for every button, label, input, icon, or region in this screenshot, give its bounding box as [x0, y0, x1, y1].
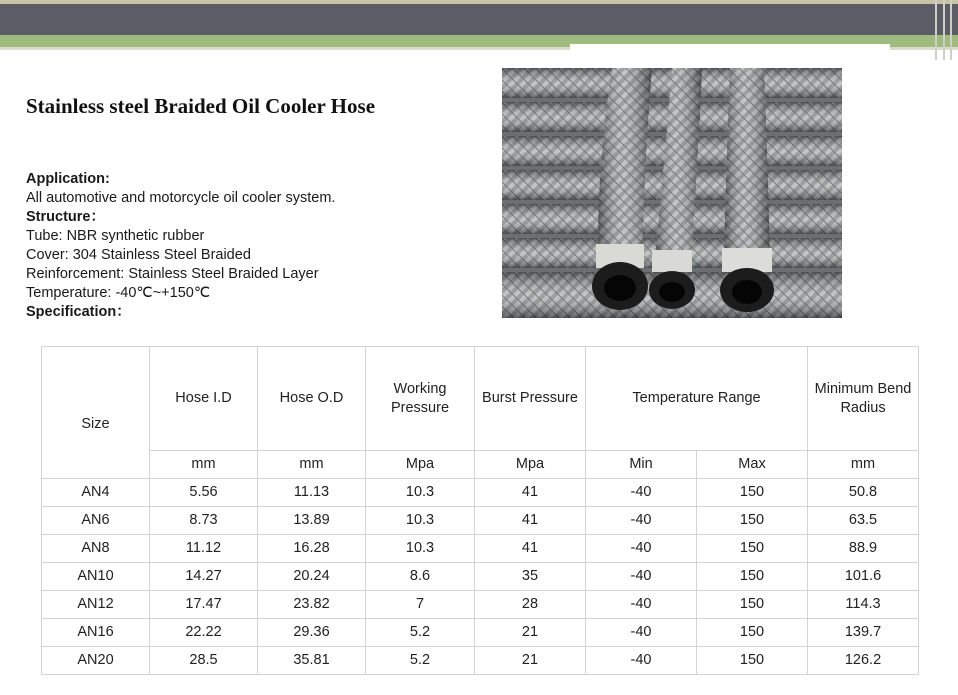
- table-cell: 11.13: [258, 479, 366, 507]
- table-cell: 29.36: [258, 619, 366, 647]
- table-cell: AN4: [42, 479, 150, 507]
- table-cell: 22.22: [150, 619, 258, 647]
- table-cell: 126.2: [808, 647, 919, 675]
- table-cell: 8.73: [150, 507, 258, 535]
- table-cell: -40: [586, 619, 697, 647]
- table-row: [42, 507, 919, 535]
- unit-hose-od: mm: [258, 451, 366, 479]
- table-cell: 14.27: [150, 563, 258, 591]
- table-cell: 10.3: [366, 507, 475, 535]
- reinforcement-text: Reinforcement: Stainless Steel Braided Layer: [26, 266, 319, 282]
- table-cell: AN20: [42, 647, 150, 675]
- product-description: [26, 170, 335, 322]
- table-cell: 21: [475, 647, 586, 675]
- table-cell: 41: [475, 535, 586, 563]
- header-edge-line: [943, 0, 945, 60]
- table-cell: AN16: [42, 619, 150, 647]
- header-size: Size: [42, 347, 150, 479]
- table-cell: 150: [697, 591, 808, 619]
- header-min-bend-radius: Minimum Bend Radius: [808, 347, 919, 451]
- table-cell: 16.28: [258, 535, 366, 563]
- table-cell: 10.3: [366, 479, 475, 507]
- unit-burst-pressure: Mpa: [475, 451, 586, 479]
- table-cell: 17.47: [150, 591, 258, 619]
- table-row: [42, 619, 919, 647]
- header-burst-pressure: Burst Pressure: [475, 347, 586, 451]
- header-working-pressure: Working Pressure: [366, 347, 475, 451]
- unit-working-pressure: Mpa: [366, 451, 475, 479]
- table-cell: -40: [586, 507, 697, 535]
- table-cell: 139.7: [808, 619, 919, 647]
- table-cell: 150: [697, 535, 808, 563]
- table-cell: 63.5: [808, 507, 919, 535]
- table-cell: -40: [586, 563, 697, 591]
- header-temperature-range: Temperature Range: [586, 347, 808, 451]
- header-edge-line: [935, 0, 937, 60]
- unit-temp-min: Min: [586, 451, 697, 479]
- table-cell: 41: [475, 479, 586, 507]
- tube-text: Tube: NBR synthetic rubber: [26, 228, 205, 244]
- header-edge-line: [950, 0, 952, 60]
- specification-label: Specification：: [26, 304, 131, 320]
- table-cell: -40: [586, 647, 697, 675]
- header-hose-od: Hose O.D: [258, 347, 366, 451]
- table-cell: 11.12: [150, 535, 258, 563]
- table-cell: 13.89: [258, 507, 366, 535]
- table-cell: AN8: [42, 535, 150, 563]
- table-cell: AN12: [42, 591, 150, 619]
- application-text: All automotive and motorcycle oil cooler system.: [26, 190, 336, 206]
- table-cell: 88.9: [808, 535, 919, 563]
- table-cell: -40: [586, 479, 697, 507]
- table-cell: 41: [475, 507, 586, 535]
- table-cell: 5.56: [150, 479, 258, 507]
- table-cell: 101.6: [808, 563, 919, 591]
- table-row: [42, 591, 919, 619]
- table-cell: 28: [475, 591, 586, 619]
- table-cell: AN10: [42, 563, 150, 591]
- table-cell: 8.6: [366, 563, 475, 591]
- unit-hose-id: mm: [150, 451, 258, 479]
- header-hose-id: Hose I.D: [150, 347, 258, 451]
- table-cell: AN6: [42, 507, 150, 535]
- unit-temp-max: Max: [697, 451, 808, 479]
- table-row: [42, 479, 919, 507]
- table-cell: 7: [366, 591, 475, 619]
- table-cell: 114.3: [808, 591, 919, 619]
- table-cell: 5.2: [366, 647, 475, 675]
- table-cell: -40: [586, 535, 697, 563]
- header-band-white: [570, 44, 890, 56]
- table-row: [42, 647, 919, 675]
- table-cell: 23.82: [258, 591, 366, 619]
- braided-hose-photo: [502, 68, 842, 318]
- cover-text: Cover: 304 Stainless Steel Braided: [26, 247, 251, 263]
- specification-table: [41, 346, 919, 675]
- table-cell: 150: [697, 619, 808, 647]
- table-cell: 35: [475, 563, 586, 591]
- table-cell: 5.2: [366, 619, 475, 647]
- table-cell: 20.24: [258, 563, 366, 591]
- header-band-dark: [0, 4, 958, 35]
- temperature-text: Temperature: -40℃~+150℃: [26, 285, 211, 301]
- table-cell: 10.3: [366, 535, 475, 563]
- page-title: Stainless steel Braided Oil Cooler Hose: [26, 94, 376, 118]
- table-cell: -40: [586, 591, 697, 619]
- application-label: Application:: [26, 171, 110, 187]
- table-cell: 50.8: [808, 479, 919, 507]
- table-cell: 35.81: [258, 647, 366, 675]
- structure-label: Structure：: [26, 209, 105, 225]
- unit-min-bend-radius: mm: [808, 451, 919, 479]
- table-cell: 21: [475, 619, 586, 647]
- table-row: [42, 563, 919, 591]
- table-cell: 28.5: [150, 647, 258, 675]
- table-cell: 150: [697, 563, 808, 591]
- table-row: [42, 535, 919, 563]
- table-cell: 150: [697, 479, 808, 507]
- table-cell: 150: [697, 507, 808, 535]
- table-cell: 150: [697, 647, 808, 675]
